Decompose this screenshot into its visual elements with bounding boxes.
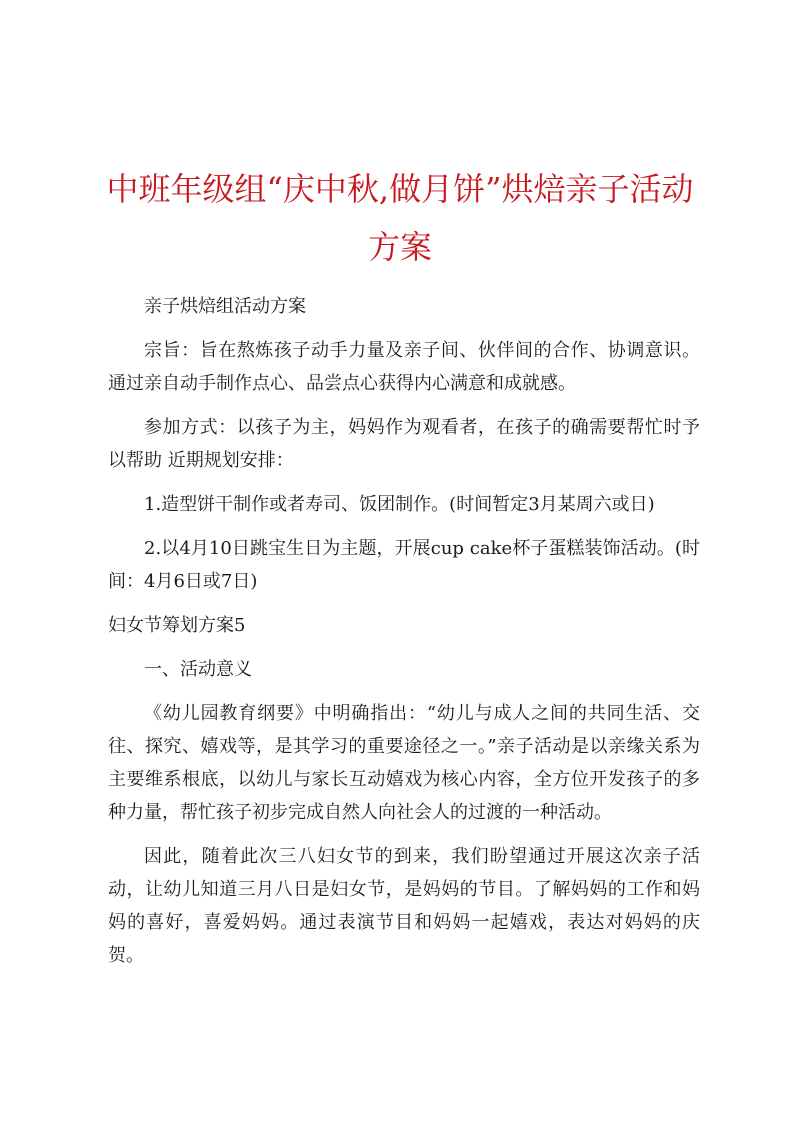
document-body <box>108 290 700 983</box>
paragraph-womens-day-heading: 妇女节筹划方案5 <box>108 615 246 636</box>
paragraph-participation: 参加方式：以孩子为主，妈妈作为观看者，在孩子的确需要帮忙时予以帮助 近期规划安排： <box>108 417 700 471</box>
paragraph-conclusion: 因此，随着此次三八妇女节的到来，我们盼望通过开展这次亲子活动，让幼儿知道三月八日是妇女节，是妈妈的节目。了解妈妈的工作和妈妈的喜好，喜爱妈妈。通过表演节目和妈妈一起嬉戏，表达对妈妈的庆贺。 <box>108 846 700 966</box>
paragraph-section-heading: 一、活动意义 <box>144 659 252 680</box>
paragraph-plan-item-2: 2.以4月10日跳宝生日为主题，开展cup cake杯子蛋糕装饰活动。(时间：4月6日或7日) <box>108 538 700 592</box>
paragraph-significance: 《幼儿园教育纲要》中明确指出：“幼儿与成人之间的共同生活、交往、探究、嬉戏等，是其学习的重要途径之一。”亲子活动是以亲缘关系为主要维系根底，以幼儿与家长互动嬉戏为核心内容，全方位开发孩子的多种力量，帮忙孩子初步完成自然人向社会人的过渡的一种活动。 <box>108 703 700 823</box>
document-title: 中班年级组“庆中秋,做月饼”烘焙亲子活动方案 <box>106 170 694 266</box>
paragraph-purpose: 宗旨：旨在熬炼孩子动手力量及亲子间、伙伴间的合作、协调意识。通过亲自动手制作点心、品尝点心获得内心满意和成就感。 <box>108 340 700 394</box>
paragraph-intro: 亲子烘焙组活动方案 <box>144 296 306 317</box>
paragraph-plan-item-1: 1.造型饼干制作或者寿司、饭团制作。(时间暂定3月某周六或日) <box>144 494 655 515</box>
